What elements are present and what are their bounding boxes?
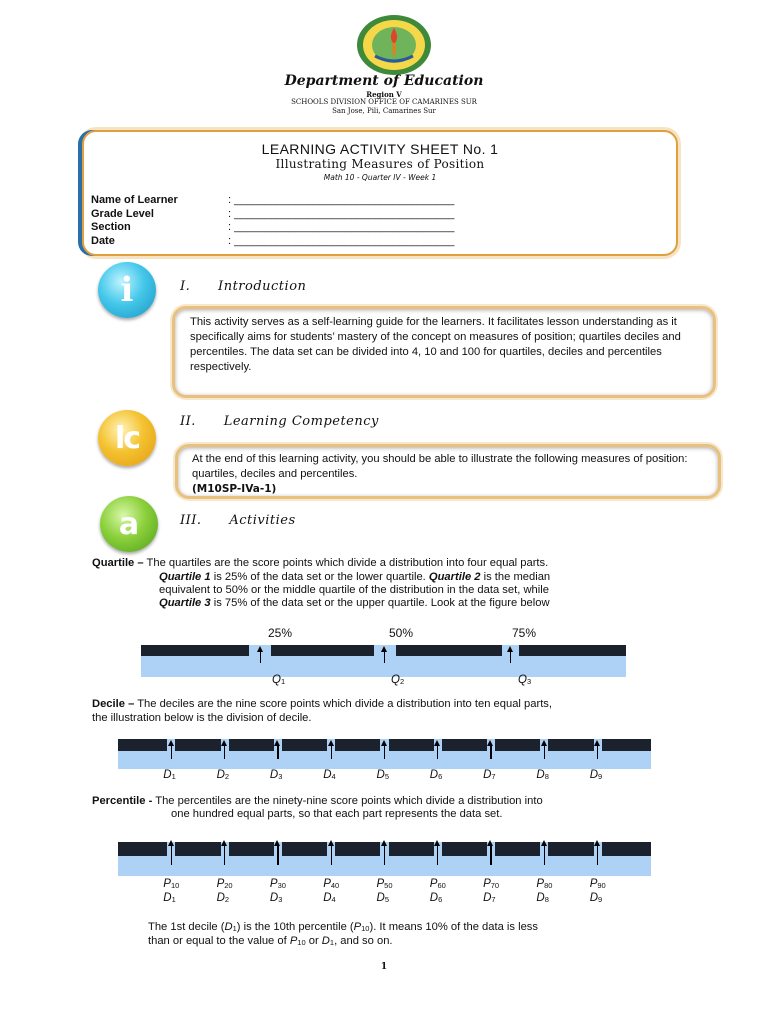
field-label-date: Date: [91, 235, 115, 247]
field-line-name[interactable]: : ____________________________________: [228, 194, 455, 206]
percentile-label-sub: 70: [490, 881, 500, 890]
field-label-grade: Grade Level: [91, 208, 154, 220]
q1-label: [272, 674, 285, 686]
decile-arrow: [171, 745, 172, 759]
decile-arrow: [224, 745, 225, 759]
quartile-segment: [396, 645, 502, 656]
quartile-term: Quartile –: [92, 557, 144, 569]
percentile-segment: [495, 842, 540, 856]
percentile-label-letter: D: [429, 892, 439, 904]
percentile-arrow: [171, 845, 172, 865]
percentile-label-sub: 6: [438, 895, 443, 904]
field-line-date[interactable]: : ____________________________________: [228, 235, 455, 247]
decile-segment: [442, 739, 487, 751]
percentile-label-sub: 8: [544, 895, 549, 904]
percentile-label: [217, 892, 229, 904]
percentile-segment: [602, 842, 651, 856]
percentile-arrow: [597, 845, 598, 865]
closing-p10-2: P: [289, 935, 298, 947]
percentile-label-letter: P: [483, 878, 491, 890]
q1-letter: Q: [272, 674, 281, 686]
decile-label-sub: 3: [278, 772, 283, 781]
decile-label: [483, 769, 495, 781]
closing-text-c: ). It means 10% of the data is less: [369, 921, 538, 933]
percentile-label: [377, 892, 389, 904]
decile-bar: [118, 739, 651, 769]
q2-sub: 2: [399, 677, 405, 686]
decile-line2: the illustration below is the division of decile.: [92, 712, 312, 724]
percentile-label: [270, 878, 286, 890]
percentile-label-sub: 50: [384, 881, 393, 890]
closing-line2: [148, 935, 708, 950]
decile-segment: [389, 739, 434, 751]
closing-text-d: than or equal to the value of: [148, 935, 290, 947]
decile-segment: [335, 739, 380, 751]
info-icon: [98, 262, 156, 318]
quartile-1-text: is 25% of the data set or the lower quartile.: [210, 571, 429, 583]
percentile-def: The percentiles are the ninety-nine score points which divide a distribution into: [152, 795, 543, 807]
learning-competency-heading: II. Learning Competency: [180, 414, 379, 429]
percentile-label-letter: P: [536, 878, 545, 890]
percentile-label: [430, 892, 442, 904]
decile-arrow: [490, 745, 491, 759]
quartile-def: The quartiles are the score points which divide a distribution into four equal parts.: [143, 557, 549, 569]
percentile-label: [590, 878, 606, 890]
percentile-label-letter: D: [536, 892, 545, 904]
decile-label: [430, 769, 442, 781]
decile-label-letter: D: [163, 769, 172, 781]
percentile-segment: [548, 842, 593, 856]
closing-text-b: ) is the 10th percentile (: [236, 921, 354, 933]
closing-p10: P: [353, 921, 362, 933]
percentile-label-sub: 2: [224, 895, 230, 904]
decile-label-sub: 8: [544, 772, 549, 781]
percent-50-label: 50%: [389, 626, 414, 640]
closing-line1: [148, 921, 708, 936]
decile-def: The deciles are the nine score points which divide a distribution into ten equal parts,: [134, 698, 553, 710]
decile-label: [217, 769, 229, 781]
percentile-arrow: [224, 845, 225, 865]
percentile-label: [163, 878, 179, 890]
decile-arrow: [277, 745, 278, 759]
percentile-arrow: [490, 845, 491, 865]
percent-25-label: 25%: [268, 626, 293, 640]
percentile-label-sub: 4: [331, 895, 336, 904]
quartile-line2: equivalent to 50% or the middle quartile of the distribution in the data set, while: [159, 584, 549, 596]
decile-label: [270, 769, 282, 781]
sheet-subtitle: Illustrating Measures of Position: [275, 157, 485, 171]
decile-label-sub: 7: [491, 772, 496, 781]
quartile-arrow: [260, 651, 261, 663]
percentile-definition: [92, 795, 732, 809]
introduction-heading: I. Introduction: [180, 279, 307, 294]
quartile-1-name: Quartile 1: [159, 571, 211, 583]
info-icon-letter: i: [120, 270, 134, 310]
decile-label-letter: D: [483, 769, 492, 781]
activities-heading: III. Activities: [180, 513, 296, 528]
quartile-segment: [519, 645, 626, 656]
quartile-2-text: is the median: [480, 571, 551, 583]
decile-label: [163, 769, 175, 781]
percentile-label: [377, 878, 393, 890]
percentile-arrow: [384, 845, 385, 865]
decile-arrow: [331, 745, 332, 759]
q1-sub: 1: [280, 677, 286, 686]
percentile-label-letter: D: [216, 892, 225, 904]
activities-icon-letter: a: [118, 506, 140, 542]
percentile-label-sub: 10: [170, 881, 180, 890]
percentile-segment: [118, 842, 167, 856]
division-text: SCHOOLS DIVISION OFFICE OF CAMARINES SUR: [291, 98, 477, 106]
percent-75-label: 75%: [512, 626, 537, 640]
percentile-label: [323, 892, 335, 904]
percentile-label-sub: 20: [224, 881, 233, 890]
percentile-label-letter: P: [323, 878, 331, 890]
percentile-label-sub: 60: [437, 881, 446, 890]
decile-label-sub: 2: [224, 772, 230, 781]
percentile-arrow: [277, 845, 278, 865]
decile-segment: [602, 739, 651, 751]
percentile-label: [483, 892, 495, 904]
percentile-label-letter: D: [163, 892, 172, 904]
percentile-label: [323, 878, 339, 890]
field-line-section[interactable]: : ____________________________________: [228, 221, 455, 233]
competency-code: (M10SP-IVa-1): [192, 483, 277, 495]
department-title: Department of Education: [284, 73, 484, 89]
closing-text-f: , and so on.: [334, 935, 393, 947]
decile-label: [377, 769, 389, 781]
percentile-label-letter: D: [589, 892, 598, 904]
decile-term: Decile –: [92, 698, 135, 710]
quartile-3-name: Quartile 3: [159, 597, 211, 609]
percentile-label-sub: 1: [171, 895, 176, 904]
percentile-label-letter: P: [216, 878, 225, 890]
decile-label-sub: 5: [384, 772, 389, 781]
closing-d1-2: D: [321, 935, 330, 947]
decile-arrow: [437, 745, 438, 759]
decile-segment: [118, 739, 167, 751]
percentile-label-letter: P: [376, 878, 385, 890]
quartile-2-name: Quartile 2: [428, 571, 481, 583]
quartile-arrow: [384, 651, 385, 663]
percentile-label-sub: 30: [277, 881, 286, 890]
percentile-segment: [229, 842, 274, 856]
learning-competency-icon: [98, 410, 156, 466]
closing-p10-sub: 10: [361, 924, 370, 933]
percentile-label-sub: 80: [544, 881, 553, 890]
percentile-label: [483, 878, 499, 890]
percentile-label: [163, 892, 175, 904]
percentile-label: [536, 892, 548, 904]
decile-label-letter: D: [216, 769, 225, 781]
closing-text-a: The 1st decile (: [148, 921, 225, 933]
quartile-segment: [271, 645, 374, 656]
closing-text-e: or: [305, 935, 322, 947]
learning-competency-icon-letter: lc: [114, 420, 140, 456]
decile-segment: [229, 739, 274, 751]
decile-arrow: [384, 745, 385, 759]
field-line-grade[interactable]: : ____________________________________: [228, 208, 455, 220]
decile-label: [323, 769, 335, 781]
percentile-arrow: [544, 845, 545, 865]
quartile-3-text: is 75% of the data set or the upper quartile. Look at the figure below: [210, 597, 550, 609]
percentile-label-letter: D: [323, 892, 332, 904]
decile-label-sub: 1: [171, 772, 176, 781]
closing-d1: D: [224, 921, 233, 933]
quartile-line1: [159, 571, 739, 585]
percentile-label-letter: P: [429, 878, 438, 890]
decile-segment: [175, 739, 220, 751]
percentile-bar: [118, 842, 651, 876]
percentile-label-sub: 90: [597, 881, 606, 890]
region-text: Region V: [366, 90, 402, 99]
page-number: 1: [380, 962, 388, 972]
percentile-label-letter: P: [163, 878, 171, 890]
percentile-segment: [389, 842, 434, 856]
q2-label: [391, 674, 404, 686]
percentile-term: Percentile -: [92, 795, 153, 807]
address-text: San Jose, Pili, Camarines Sur: [332, 107, 436, 115]
percentile-label: [217, 878, 233, 890]
competency-sentence: At the end of this learning activity, you should be able to illustrate the following measures of position: quartiles, deciles and percentiles.: [192, 453, 688, 480]
percentile-label: [270, 892, 282, 904]
closing-p10-2-sub: 10: [297, 938, 306, 947]
q3-label: [518, 674, 531, 686]
decile-label-letter: D: [323, 769, 332, 781]
activities-icon: [100, 496, 158, 552]
percentile-label: [590, 892, 602, 904]
percentile-label-letter: P: [589, 878, 598, 890]
decile-label-sub: 9: [598, 772, 603, 781]
decile-label-sub: 4: [331, 772, 336, 781]
percentile-label: [536, 878, 552, 890]
decile-label-letter: D: [376, 769, 385, 781]
quartile-arrow: [510, 651, 511, 663]
decile-label-sub: 6: [438, 772, 443, 781]
percentile-label: [430, 878, 446, 890]
closing-d1-sub: 1: [232, 924, 237, 933]
percentile-label-letter: D: [376, 892, 385, 904]
q2-letter: Q: [391, 674, 400, 686]
decile-label: [590, 769, 602, 781]
decile-label-letter: D: [589, 769, 598, 781]
decile-label-letter: D: [269, 769, 279, 781]
sheet-meta: Math 10 - Quarter IV - Week 1: [323, 173, 437, 182]
decile-arrow: [544, 745, 545, 759]
percentile-segment: [442, 842, 487, 856]
decile-label-letter: D: [536, 769, 545, 781]
decile-label: [536, 769, 548, 781]
q3-letter: Q: [518, 674, 527, 686]
percentile-label-sub: 7: [491, 895, 496, 904]
field-label-name: Name of Learner: [91, 194, 178, 206]
percentile-label-sub: 9: [598, 895, 603, 904]
decile-arrow: [597, 745, 598, 759]
percentile-label-sub: 40: [330, 881, 340, 890]
deped-seal-logo: [355, 14, 433, 76]
decile-label-letter: D: [429, 769, 439, 781]
percentile-label-letter: P: [269, 878, 278, 890]
decile-definition: [92, 698, 732, 712]
percentile-label-letter: D: [483, 892, 492, 904]
percentile-line2: one hundred equal parts, so that each part represents the data set.: [171, 808, 503, 820]
percentile-arrow: [331, 845, 332, 865]
quartile-segment: [141, 645, 249, 656]
percentile-label-sub: 3: [278, 895, 283, 904]
competency-text: [192, 452, 712, 497]
decile-segment: [282, 739, 327, 751]
percentile-label-letter: D: [269, 892, 279, 904]
quartile-bar: [141, 645, 626, 677]
q3-sub: 3: [526, 677, 532, 686]
percentile-label-sub: 5: [384, 895, 389, 904]
percentile-segment: [175, 842, 220, 856]
percentile-segment: [335, 842, 380, 856]
decile-segment: [548, 739, 593, 751]
closing-d1-2-sub: 1: [329, 938, 335, 947]
introduction-text: This activity serves as a self-learning guide for the learners. It facilitates lesson understanding as it specifically aims for students’ mastery of the concept on measures of position; quartiles deciles and percentiles. The data set can be divided into 4, 10 and 100 for quartiles, deciles and percentiles respectively.: [190, 316, 681, 373]
percentile-arrow: [437, 845, 438, 865]
percentile-segment: [282, 842, 327, 856]
sheet-title: LEARNING ACTIVITY SHEET No. 1: [261, 141, 499, 157]
quartile-definition: [92, 557, 732, 571]
decile-segment: [495, 739, 540, 751]
quartile-line3: [159, 597, 739, 611]
field-label-section: Section: [91, 221, 131, 233]
